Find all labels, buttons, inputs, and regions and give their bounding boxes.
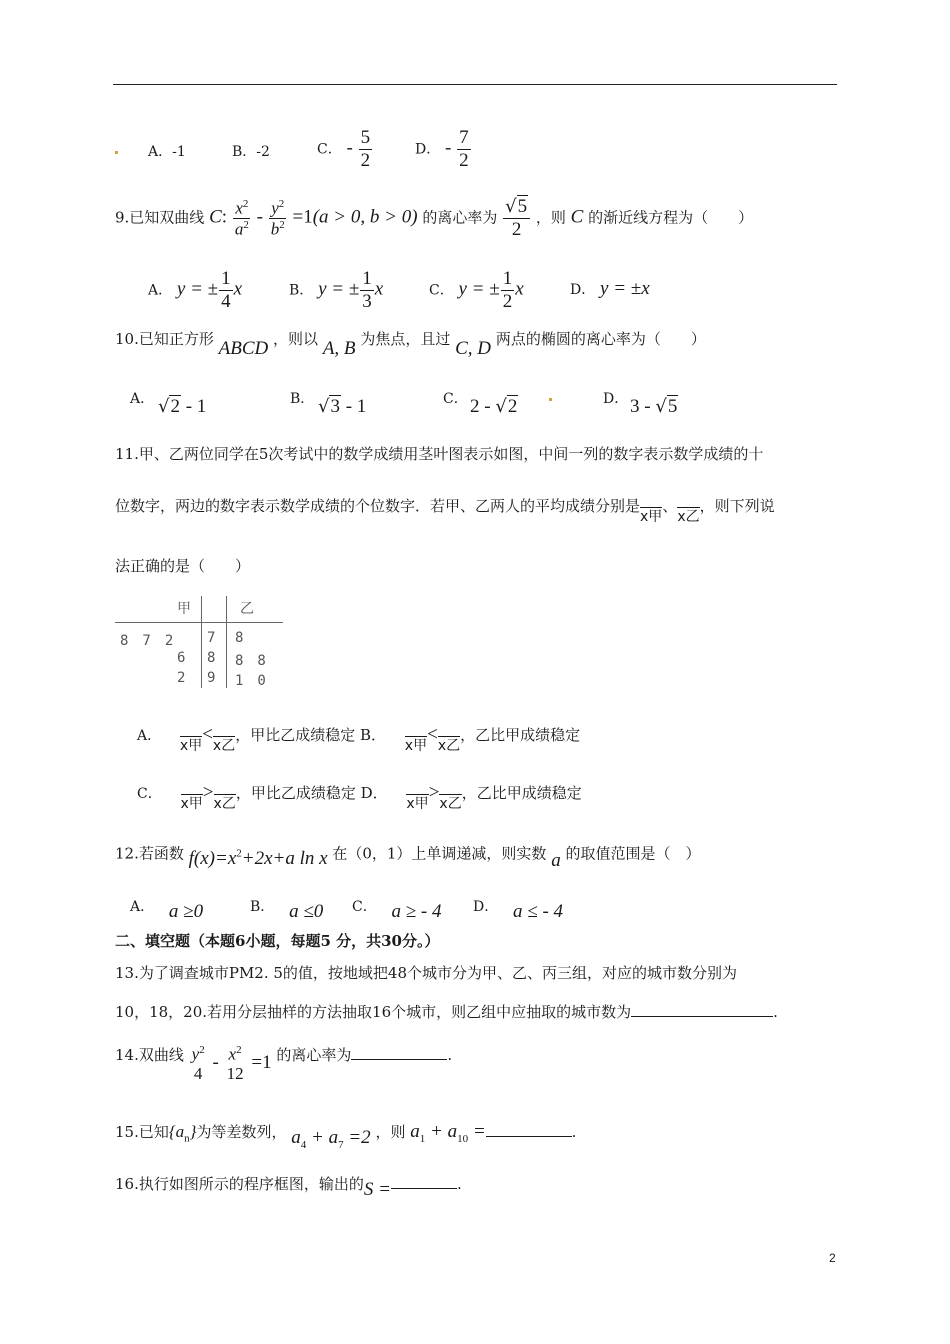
equals-one: =1 — [251, 1051, 272, 1073]
q10-option-b-label: B． — [290, 391, 315, 407]
q12-option-c — [352, 895, 442, 922]
option-label: B． — [250, 899, 275, 915]
period: . — [571, 1123, 577, 1141]
radicand: 3 — [330, 396, 340, 417]
q12-option-b — [250, 895, 324, 922]
radicand: 2 — [507, 396, 518, 417]
mean-yi: x乙 — [677, 509, 700, 525]
colon: : — [221, 206, 228, 228]
answer-blank[interactable] — [351, 1059, 447, 1060]
mean-jia: x甲 — [179, 738, 203, 754]
q12-text: 在（0，1）上单调递减，则实数 — [332, 844, 547, 863]
numerator: 1 — [362, 268, 372, 289]
stem-header-yi: 乙 — [240, 601, 254, 617]
option-label: C． — [352, 899, 377, 915]
var-a: a — [447, 1121, 458, 1142]
q10-option-c: 2 - √2 — [470, 396, 518, 417]
q9-stem: 9.已知双曲线 C: $\frac{x^2}{a^2}$ - $\frac{y^2}{b^2}$ =1(a > 0, b > 0) 的离心率为 $\frac{√5}{2}$ ，则 C 的渐近线方程为（ ） — [115, 196, 754, 240]
exponent: 2 — [243, 218, 249, 231]
numerator: 1 — [221, 268, 231, 289]
target-expr — [410, 1121, 486, 1145]
q11-text: ，则下列说 — [699, 497, 775, 515]
q10-text: 为焦点，且过 — [360, 330, 451, 348]
mean-jia: x甲 — [404, 738, 428, 754]
expr: 2 - — [470, 396, 496, 417]
exponent: 2 — [279, 218, 285, 231]
var-x: x — [235, 198, 243, 218]
expr: - 1 — [340, 396, 367, 417]
stem: 7 — [207, 630, 216, 646]
expr: y = ± — [318, 278, 360, 300]
var-s: S = — [363, 1179, 391, 1200]
mean-jia: x甲 — [406, 796, 429, 812]
q10-text: ，则以 — [273, 330, 319, 348]
var-x: x — [515, 278, 524, 300]
relation: < — [427, 724, 438, 745]
relation: < — [202, 724, 213, 745]
q10-text: 两点的椭圆的离心率为（ ） — [495, 330, 706, 348]
leaf-right: 8 — [235, 630, 244, 646]
subscript: 1 — [419, 1132, 426, 1145]
expr: 3 - — [630, 396, 656, 417]
q8-option-a: A．-1 — [148, 144, 186, 160]
mean-jia: x甲 — [180, 796, 203, 812]
q12-text: 的取值范围是（ ） — [565, 844, 701, 863]
option-label: A． — [130, 899, 155, 915]
expr: f(x)=x — [188, 848, 237, 870]
q11-line2 — [115, 495, 775, 525]
q10-option-b: √3 - 1 — [318, 396, 367, 417]
subscript: 10 — [457, 1132, 469, 1145]
q11-line3: 法正确的是（ ） — [115, 557, 251, 575]
period: . — [447, 1045, 453, 1064]
expr: a ≥0 — [168, 901, 204, 922]
expr: y = ± — [458, 278, 500, 300]
q10-stem — [115, 328, 706, 359]
q10-option-a-label: A． — [130, 391, 155, 407]
denominator: 2 — [502, 290, 513, 312]
q15-text: 为等差数列， — [196, 1123, 287, 1141]
equals: =2 — [343, 1127, 371, 1148]
denominator: 4 — [221, 290, 231, 312]
stem: 8 — [207, 650, 216, 666]
q11-text: 位数字，两边的数字表示数学成绩的个位数字．若甲、乙两人的平均成绩分别是 — [115, 497, 641, 515]
period: . — [456, 1175, 462, 1193]
var-a: a — [328, 1127, 339, 1148]
q16-text: 16.执行如图所示的程序框图，输出的 — [115, 1175, 364, 1193]
stem-header-jia: 甲 — [177, 601, 191, 617]
exponent: 2 — [236, 848, 242, 860]
q9-text: 的离心率为 — [422, 208, 498, 227]
period: . — [773, 1003, 778, 1021]
denominator: 2 — [511, 218, 522, 240]
var-b: b — [270, 219, 280, 239]
stem: 9 — [207, 670, 216, 686]
foci: A, B — [322, 338, 356, 359]
option-label: D． — [415, 141, 441, 158]
option-label: A． — [148, 282, 173, 299]
square-abcd: ABCD — [218, 338, 269, 359]
option-label: B． — [289, 282, 314, 299]
radicand: 5 — [667, 396, 678, 417]
q10-option-d-label: D． — [603, 391, 629, 407]
q9-option-a — [148, 268, 242, 313]
minus-sign: - — [346, 137, 353, 159]
q15-stem: 15.已知$\{a_n\}$为等差数列， $a_4 + a_7 =2$ ，则 $a_1 + a_{10}$ = . — [115, 1121, 577, 1151]
sum-expr — [291, 1127, 371, 1151]
q11-options-cd — [137, 782, 582, 812]
var-c: C — [209, 206, 222, 228]
subscript: 7 — [338, 1138, 344, 1151]
equals: = — [468, 1121, 486, 1142]
q10-option-c-label: C． — [443, 391, 468, 407]
var-y: y — [271, 198, 279, 218]
var-x: x — [374, 278, 384, 300]
exponent: 2 — [242, 197, 249, 210]
q9-text: 9.已知双曲线 — [115, 208, 205, 227]
function-expr — [189, 848, 328, 869]
q10-option-d: 3 - √5 — [630, 396, 678, 417]
var-x: x — [228, 1044, 237, 1064]
equals-one: =1 — [292, 206, 313, 228]
q8-option-c — [317, 127, 373, 172]
page-number: 2 — [829, 1251, 836, 1265]
numerator: 5 — [360, 127, 371, 148]
expr: a ≥ - 4 — [391, 901, 442, 922]
q15-text: ，则 — [375, 1123, 406, 1141]
denominator: 12 — [226, 1064, 244, 1084]
q9-text: ，则 — [535, 208, 566, 227]
denominator: 3 — [362, 290, 372, 312]
denominator: 4 — [193, 1064, 203, 1084]
condition: (a > 0, b > 0) — [312, 206, 418, 228]
var-c: C — [570, 206, 584, 228]
separator: 、 — [662, 497, 678, 515]
expr: - 1 — [180, 396, 207, 417]
mean-yi: x乙 — [213, 796, 236, 812]
denominator: 2 — [459, 149, 469, 171]
q13-line1: 13.为了调查城市PM2. 5的值，按地域把48个城市分为甲、乙、丙三组，对应的城市数分别为 — [115, 964, 738, 982]
var-a: a — [175, 1122, 185, 1141]
q14-text: 14.双曲线 — [115, 1045, 184, 1064]
plus: + — [306, 1127, 329, 1148]
q12-text: 12.若函数 — [115, 844, 184, 863]
numerator: 1 — [502, 268, 513, 289]
option-label: C． — [317, 141, 342, 158]
minus-sign: - — [212, 1051, 219, 1073]
exponent: 2 — [199, 1044, 205, 1056]
var-x: x — [233, 278, 243, 300]
q12-option-d — [473, 895, 564, 922]
expr: y = ±x — [600, 278, 650, 299]
leaf-right: 1 0 — [235, 673, 266, 689]
q13-text: 10，18，20.若用分层抽样的方法抽取16个城市，则乙组中应抽取的城市数为 — [115, 1003, 632, 1021]
leaf-left: 6 — [177, 650, 186, 666]
answer-blank[interactable] — [631, 1016, 773, 1017]
numerator: 7 — [459, 127, 469, 148]
relation: > — [428, 782, 440, 803]
option-text: ，甲比乙成绩稳定 D． — [235, 784, 388, 802]
divider — [226, 596, 227, 688]
answer-blank[interactable] — [486, 1136, 572, 1137]
var-a: a — [234, 219, 244, 239]
q12-option-a — [130, 895, 204, 922]
q12-stem — [115, 842, 701, 872]
q14-text: 的离心率为 — [276, 1045, 352, 1064]
q10-option-a: √2 - 1 — [158, 396, 207, 417]
denominator: 2 — [360, 149, 371, 171]
option-label: D． — [570, 282, 596, 298]
leaf-left: 2 — [177, 670, 186, 686]
q15-text: 15.已知 — [115, 1123, 169, 1141]
expr: y = ± — [176, 278, 219, 300]
radicand: 2 — [170, 396, 180, 417]
q9-option-b — [289, 268, 383, 313]
subscript: n — [184, 1132, 190, 1145]
exponent: 2 — [236, 1044, 242, 1056]
var-a: a — [410, 1121, 420, 1142]
option-label: A． — [137, 728, 162, 744]
var-a: a — [291, 1127, 301, 1148]
marker-dot — [115, 151, 118, 154]
divider — [201, 596, 202, 688]
q16-stem — [115, 1173, 462, 1200]
leaf-right: 8 8 — [235, 653, 266, 669]
points: C, D — [455, 338, 492, 359]
minus-sign: - — [445, 137, 452, 159]
radicand: 5 — [517, 196, 528, 217]
option-label: D． — [473, 899, 499, 915]
exponent: 2 — [278, 197, 285, 210]
subscript: 4 — [300, 1138, 307, 1151]
expr: +2x+a ln x — [241, 848, 328, 870]
leaf-left: 8 7 2 — [120, 633, 174, 649]
stem-leaf-plot — [115, 596, 285, 688]
q8-option-d — [415, 127, 472, 172]
q11-line1: 11.甲、乙两位同学在5次考试中的数学成绩用茎叶图表示如图，中间一列的数字表示数学成绩的十 — [115, 445, 764, 463]
q14-stem — [115, 1044, 452, 1084]
q11-options-ab — [137, 724, 581, 754]
mean-yi: x乙 — [439, 796, 462, 812]
answer-blank[interactable] — [391, 1188, 457, 1189]
top-rule — [113, 84, 837, 85]
q10-text: 10.已知正方形 — [115, 330, 214, 348]
q8-option-b: B．-2 — [232, 144, 270, 160]
divider — [115, 622, 283, 623]
plus: + — [425, 1121, 448, 1142]
mean-jia: x甲 — [640, 509, 663, 525]
option-text: ，乙比甲成绩稳定 — [460, 726, 581, 744]
section-title: 二、填空题（本题6小题，每题5 分，共30分。） — [115, 932, 440, 950]
relation: > — [202, 782, 214, 803]
var-a: a — [551, 850, 561, 872]
q9-option-c — [429, 268, 524, 313]
option-text: ，甲比乙成绩稳定 B． — [235, 726, 387, 744]
expr: a ≤ - 4 — [513, 901, 564, 922]
q9-text: 的渐近线方程为（ ） — [588, 208, 754, 227]
option-label: C． — [137, 786, 162, 802]
mean-yi: x乙 — [437, 738, 461, 754]
option-text: ，乙比甲成绩稳定 — [461, 784, 582, 802]
q9-option-d — [570, 278, 650, 300]
option-label: C． — [429, 282, 454, 299]
marker-dot — [549, 398, 552, 401]
var-y: y — [191, 1044, 200, 1064]
expr: a ≤0 — [289, 901, 324, 922]
mean-yi: x乙 — [212, 738, 236, 754]
q13-line2 — [115, 1001, 778, 1022]
